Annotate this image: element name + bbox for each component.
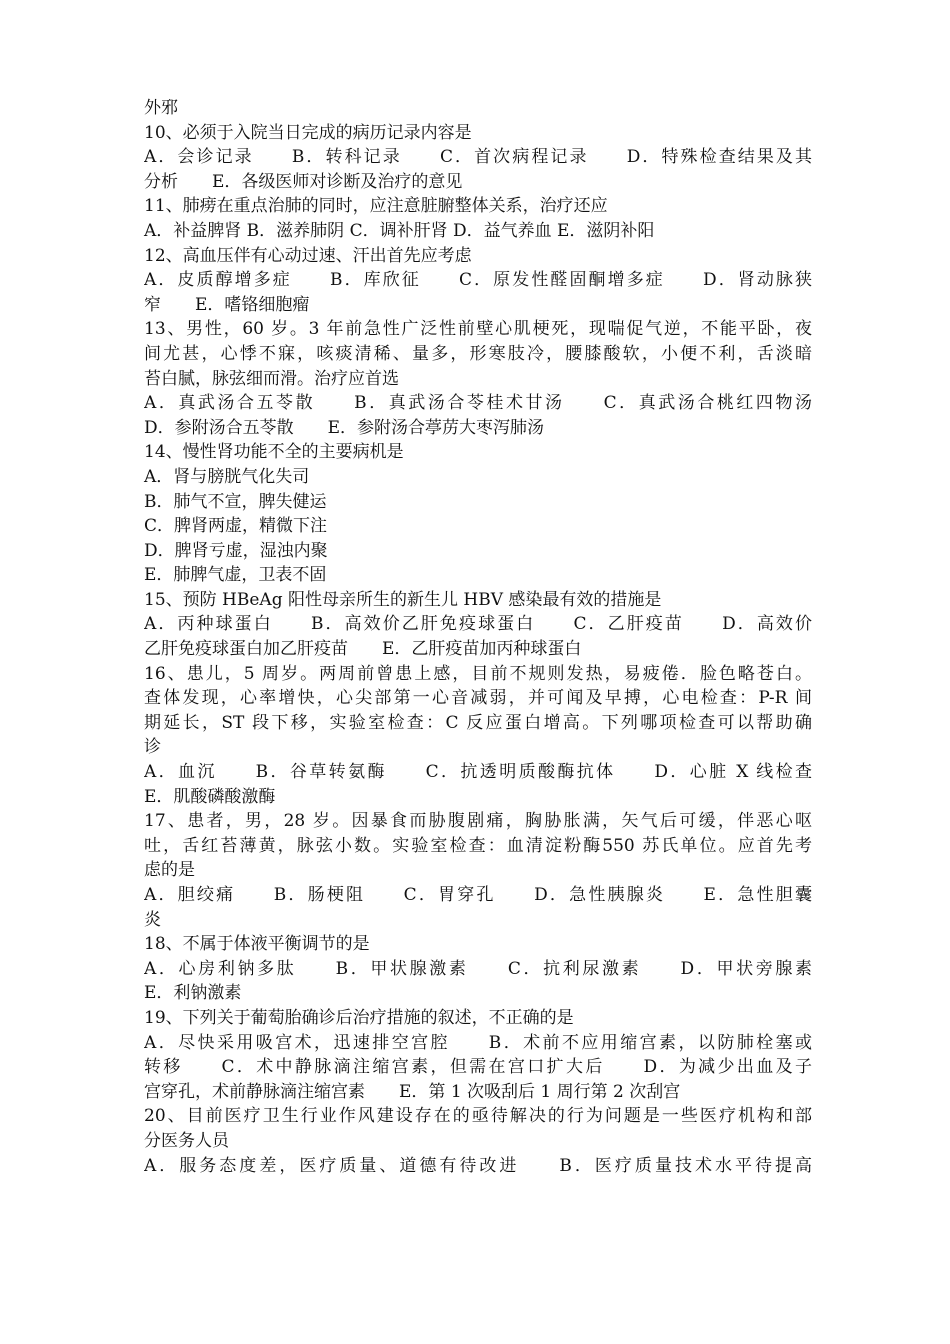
text-line: 查体发现，心率增快，心尖部第一心音减弱，并可闻及早搏，心电检查：P-R 间: [144, 688, 812, 709]
text-line: 诊: [144, 737, 161, 758]
text-line: A．血沉 B．谷草转氨酶 C．抗透明质酸酶抗体 D．心脏 X 线检查: [144, 762, 812, 783]
text-line: A．胆绞痛 B．肠梗阻 C．胃穿孔 D．急性胰腺炎 E．急性胆囊: [144, 885, 812, 905]
text-line: 间尤甚，心悸不寐，咳痰清稀、量多，形寒肢冷，腰膝酸软，小便不利，舌淡暗: [144, 343, 812, 364]
text-line: A．肾与膀胱气化失司: [144, 466, 310, 487]
text-line: 分析 E．各级医师对诊断及治疗的意见: [144, 171, 463, 192]
text-line: 14、慢性肾功能不全的主要病机是: [144, 442, 404, 463]
text-line: 外邪: [144, 98, 178, 118]
text-line: 12、高血压伴有心动过速、汗出首先应考虑: [144, 245, 472, 266]
text-line: B．肺气不宣，脾失健运: [144, 491, 327, 512]
text-line: 11、肺痨在重点治肺的同时，应注意脏腑整体关系，治疗还应: [144, 196, 608, 217]
text-line: 苔白腻，脉弦细而滑。治疗应首选: [144, 368, 399, 389]
text-line: 20、目前医疗卫生行业作风建设存在的亟待解决的行为问题是一些医疗机构和部: [144, 1106, 812, 1127]
text-line: A．心房利钠多肽 B．甲状腺激素 C．抗利尿激素 D．甲状旁腺素: [144, 958, 812, 979]
text-line: 13、男性，60 岁。3 年前急性广泛性前壁心肌梗死，现喘促气逆，不能平卧，夜: [144, 319, 812, 340]
text-line: D．脾肾亏虚，湿浊内聚: [144, 540, 328, 561]
text-line: A．会诊记录 B．转科记录 C．首次病程记录 D．特殊检查结果及其: [144, 147, 812, 168]
text-line: A．尽快采用吸宫术，迅速排空宫腔 B．术前不应用缩宫素，以防肺栓塞或: [144, 1032, 812, 1053]
text-line: E．肺脾气虚，卫表不固: [144, 565, 327, 586]
text-line: 乙肝免疫球蛋白加乙肝疫苗 E．乙肝疫苗加丙种球蛋白: [144, 639, 582, 660]
document-page: [144, 96, 812, 1178]
text-line: 分医务人员: [144, 1130, 229, 1151]
text-line: 炎: [144, 909, 161, 930]
text-line: E．利钠激素: [144, 983, 242, 1004]
text-line: C．脾肾两虚，精微下注: [144, 516, 328, 537]
text-line: A．真武汤合五苓散 B．真武汤合苓桂术甘汤 C．真武汤合桃红四物汤: [144, 393, 812, 414]
text-line: 期延长，ST 段下移，实验室检查：C 反应蛋白增高。下列哪项检查可以帮助确: [144, 712, 812, 733]
text-line: A．皮质醇增多症 B．库欣征 C．原发性醛固酮增多症 D．肾动脉狭: [144, 270, 812, 291]
text-line: E．肌酸磷酸激酶: [144, 786, 276, 807]
text-line: 16、患儿，5 周岁。两周前曾患上感，目前不规则发热，易疲倦．脸色略苍白。: [144, 663, 812, 684]
text-line: 18、不属于体液平衡调节的是: [144, 934, 370, 955]
text-line: A．补益脾肾 B．滋养肺阴 C．调补肝肾 D．益气养血 E．滋阴补阳: [144, 220, 655, 241]
text-line: 宫穿孔，术前静脉滴注缩宫素 E．第 1 次吸刮后 1 周行第 2 次刮宫: [144, 1081, 681, 1102]
text-line: 转移 C．术中静脉滴注缩宫素，但需在宫口扩大后 D．为减少出血及子: [144, 1057, 812, 1078]
text-line: 吐，舌红苔薄黄，脉弦小数。实验室检查：血清淀粉酶550 苏氏单位。应首先考: [144, 835, 812, 856]
text-line: 15、预防 HBeAg 阳性母亲所生的新生儿 HBV 感染最有效的措施是: [144, 589, 662, 610]
text-line: D．参附汤合五苓散 E．参附汤合葶苈大枣泻肺汤: [144, 417, 545, 438]
text-line: 10、必须于入院当日完成的病历记录内容是: [144, 122, 472, 143]
text-line: 19、下列关于葡萄胎确诊后治疗措施的叙述，不正确的是: [144, 1007, 574, 1028]
text-line: A．服务态度差，医疗质量、道德有待改进 B．医疗质量技术水平待提高: [144, 1155, 812, 1176]
text-line: 17、患者，男，28 岁。因暴食而胁腹剧痛，胸胁胀满，矢气后可缓，伴恶心呕: [144, 811, 812, 832]
text-line: 虑的是: [144, 860, 195, 881]
text-line: A．丙种球蛋白 B．高效价乙肝免疫球蛋白 C．乙肝疫苗 D．高效价: [144, 614, 812, 635]
text-line: 窄 E．嗜铬细胞瘤: [144, 294, 310, 315]
